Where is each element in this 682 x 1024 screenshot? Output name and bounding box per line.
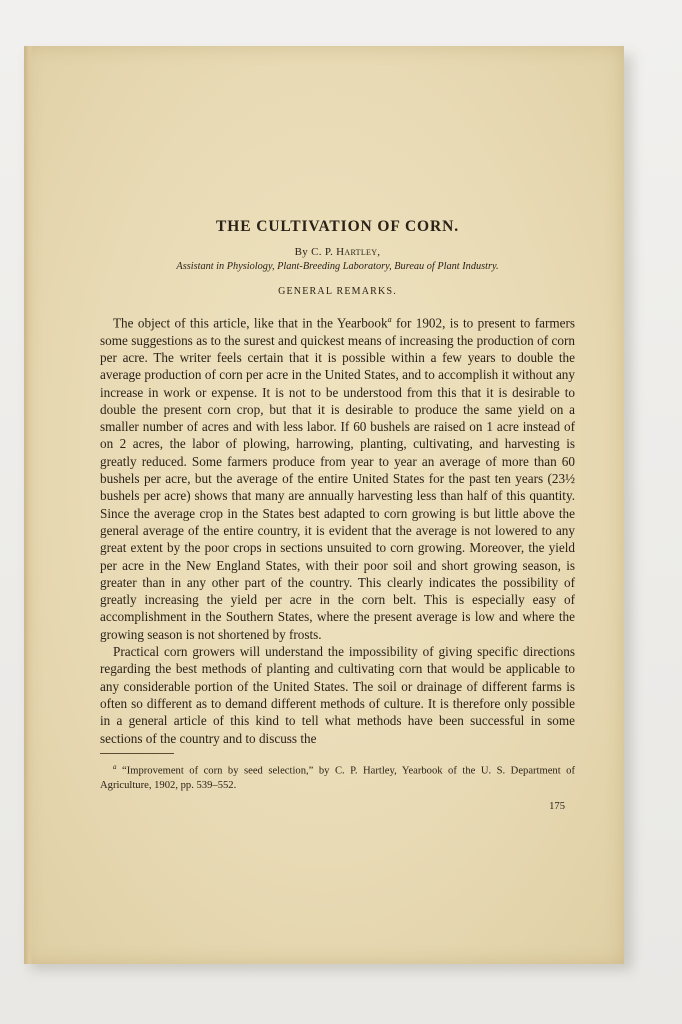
author-name: Hartley, [336,246,381,258]
body-paragraph-1 [100,311,575,643]
article-body [100,311,575,747]
paragraph-2-text: Practical corn growers will understand the impossibility of giving specific directions regarding the best methods of planting and cultivating corn that would be applicable to any considerable portion of the United States. The soil or drainage of different farms is often so different as to demand different methods of culture. It is therefore only possible in a general article of this kind to tell what methods have been successful in some sections of the country and to discuss the [100,644,575,746]
footnote-marker: a [113,762,117,771]
author-prefix: By C. P. [294,246,337,258]
author-affiliation: Assistant in Physiology, Plant-Breeding Laboratory, Bureau of Plant Industry. [176,261,499,272]
footnote [100,760,575,794]
body-paragraph-2 [100,643,575,747]
page-number: 175 [549,801,565,813]
section-heading: GENERAL REMARKS. [278,286,397,297]
article-title: THE CULTIVATION OF CORN. [216,218,459,235]
page-spine-edge [24,46,33,964]
document-page [24,46,624,964]
footnote-divider [100,753,174,754]
page-content [100,218,575,812]
footnote-text: “Improvement of corn by seed selection,” by C. P. Hartley, Yearbook of the U. S. Department of Agriculture, 1902, pp. 539–552. [100,765,575,792]
paragraph-1-text-a: The object of this article, like that in the Yearbook [113,315,388,331]
paragraph-1-text-b: for 1902, is to present to farmers some suggestions as to the surest and quickest means of increasing the production of corn per acre. The writer feels certain that it is possible within a few years to double the average production of corn per acre in the United States, and to accomplish it without any increase in work or expense. It is not to be understood from this that it is desirable to double the present corn crop, but that it is desirable to produce the same yield on a smaller number of acres and with less labor. If 60 bushels are raised on 1 acre instead of on 2 acres, the labor of plowing, harrowing, planting, cultivating, and harvesting is greatly reduced. Some farmers produce from year to year an average of more than 60 bushels per acre, but the average of the entire United States for the past ten years (23½ bushels per acre) shows that many are annually harvesting less than half of this quantity. Since the average crop in the States best adapted to corn growing is but little above the general average of the entire country, it is evident that the average is not lowered to any great extent by the poor crops in sections unsuited to corn growing. Moreover, the yield per acre in the New England States, with their poor soil and short growing season, is greater than in any other part of the country. This clearly indicates the possibility of greatly increasing the yield per acre in the corn belt. This is especially easy of accomplishment in the Southern States, where the present average is low and where the growing season is not shortened by frosts. [100,315,576,642]
article-author [100,246,575,258]
footnote-reference: a [387,315,392,324]
